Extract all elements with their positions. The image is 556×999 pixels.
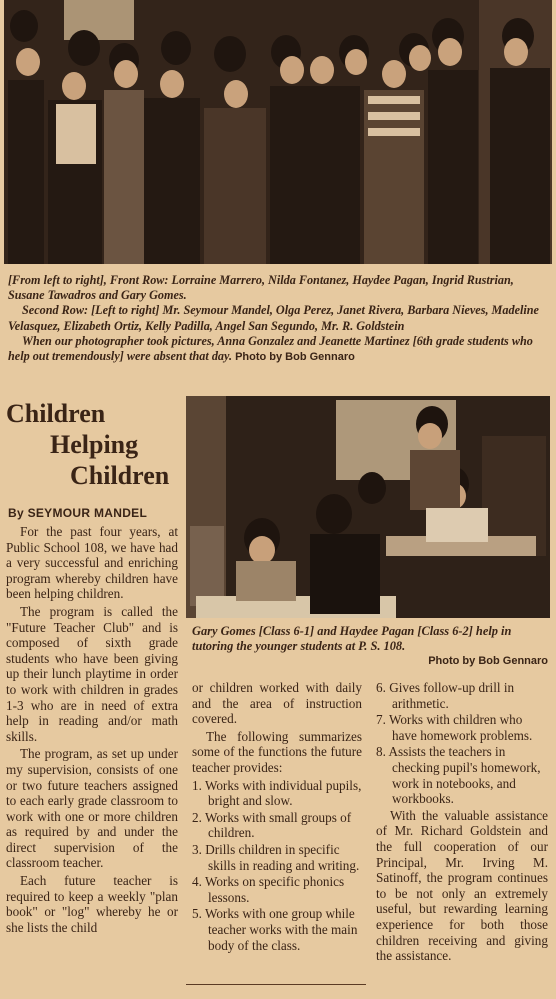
group-photo-figures <box>4 0 552 264</box>
col1-paragraph-3: The program, as set up under my supervision, consists of one or two future teachers assigned to each early grade classroom to work with one or more children as required by and under the direct supervision of the classroom teacher. <box>6 746 178 871</box>
top-photo-caption <box>8 273 548 365</box>
list-item: 5. Works with one group while teacher works with the main body of the class. <box>192 906 358 953</box>
tutoring-photo-scene <box>186 396 550 618</box>
caption-absent-text: When our photographer took pictures, Anna Gonzalez and Jeanette Martinez [6th grade students who help out tremendously] were absent that day. <box>8 333 533 364</box>
tutoring-photo-caption <box>192 624 548 669</box>
col1-paragraph-1: For the past four years, at Public School 108, we have had a very successful and enriching program whereby children have been helping children. <box>6 524 178 602</box>
col1-paragraph-2: The program is called the "Future Teacher Club" and is composed of sixth grade students who have been giving up their lunch playtime in order to work with children in grades 1-3 who are in need of extra help in reading and/or math skills. <box>6 603 178 744</box>
function-list-part-1 <box>192 778 362 954</box>
article-column-1 <box>6 524 178 937</box>
headline-line-2: Helping <box>50 430 139 459</box>
caption-absent-note <box>8 334 548 365</box>
col2-paragraph-2: The following summarizes some of the functions the future teacher provides: <box>192 728 362 775</box>
col3-paragraph-1: With the valuable assistance of Mr. Richard Goldstein and the full cooperation of our Principal, Mr. Irving M. Satinoff, the program continues to be not only an extremely useful, but rewarding learning experience for both those children receiving and giving the assistance. <box>376 807 548 964</box>
article-column-3 <box>376 680 548 966</box>
list-item: 6. Gives follow-up drill in arithmetic. <box>376 680 515 711</box>
list-item: 3. Drills children in specific skills in reading and writing. <box>192 841 360 873</box>
caption-front-row: [From left to right], Front Row: Lorraine Marrero, Nilda Fontanez, Haydee Pagan, Ingrid Rustrian, Susane Tawadros and Gary Gomes. <box>8 273 514 303</box>
top-photo-credit: Photo by Bob Gennaro <box>235 351 355 364</box>
article-column-2 <box>192 680 362 954</box>
function-list-part-2 <box>376 680 548 807</box>
group-photo <box>4 0 552 264</box>
caption-second-row: Second Row: [Left to right] Mr. Seymour Mandel, Olga Perez, Janet Rivera, Barbara Nieves, Madeline Velasquez, Elizabeth Ortiz, Kelly Padilla, Angel San Segundo, Mr. R. Goldstein <box>8 303 539 333</box>
headline-line-1: Children <box>6 399 106 428</box>
list-item: 7. Works with children who have homework problems. <box>376 712 533 743</box>
headline-line-3: Children <box>70 461 170 490</box>
col2-paragraph-1: or children worked with daily and the area of instruction covered. <box>192 680 362 727</box>
tutoring-caption-text: Gary Gomes [Class 6-1] and Haydee Pagan [Class 6-2] help in tutoring the younger students at P. S. 108. <box>192 624 512 653</box>
article-byline: By SEYMOUR MANDEL <box>8 506 148 520</box>
tutoring-photo-credit: Photo by Bob Gennaro <box>428 655 548 667</box>
list-item: 4. Works on specific phonics lessons. <box>192 874 345 905</box>
list-item: 2. Works with small groups of children. <box>192 809 352 841</box>
list-item: 1. Works with individual pupils, bright and slow. <box>192 777 362 809</box>
col1-paragraph-4: Each future teacher is required to keep a weekly "plan book" or "log" whereby he or she lists the child <box>6 873 178 935</box>
tutoring-photo <box>186 396 550 618</box>
list-item: 8. Assists the teachers in checking pupil's homework, work in notebooks, and workbooks. <box>376 744 541 807</box>
bottom-rule <box>186 984 366 985</box>
article-headline <box>6 398 182 491</box>
